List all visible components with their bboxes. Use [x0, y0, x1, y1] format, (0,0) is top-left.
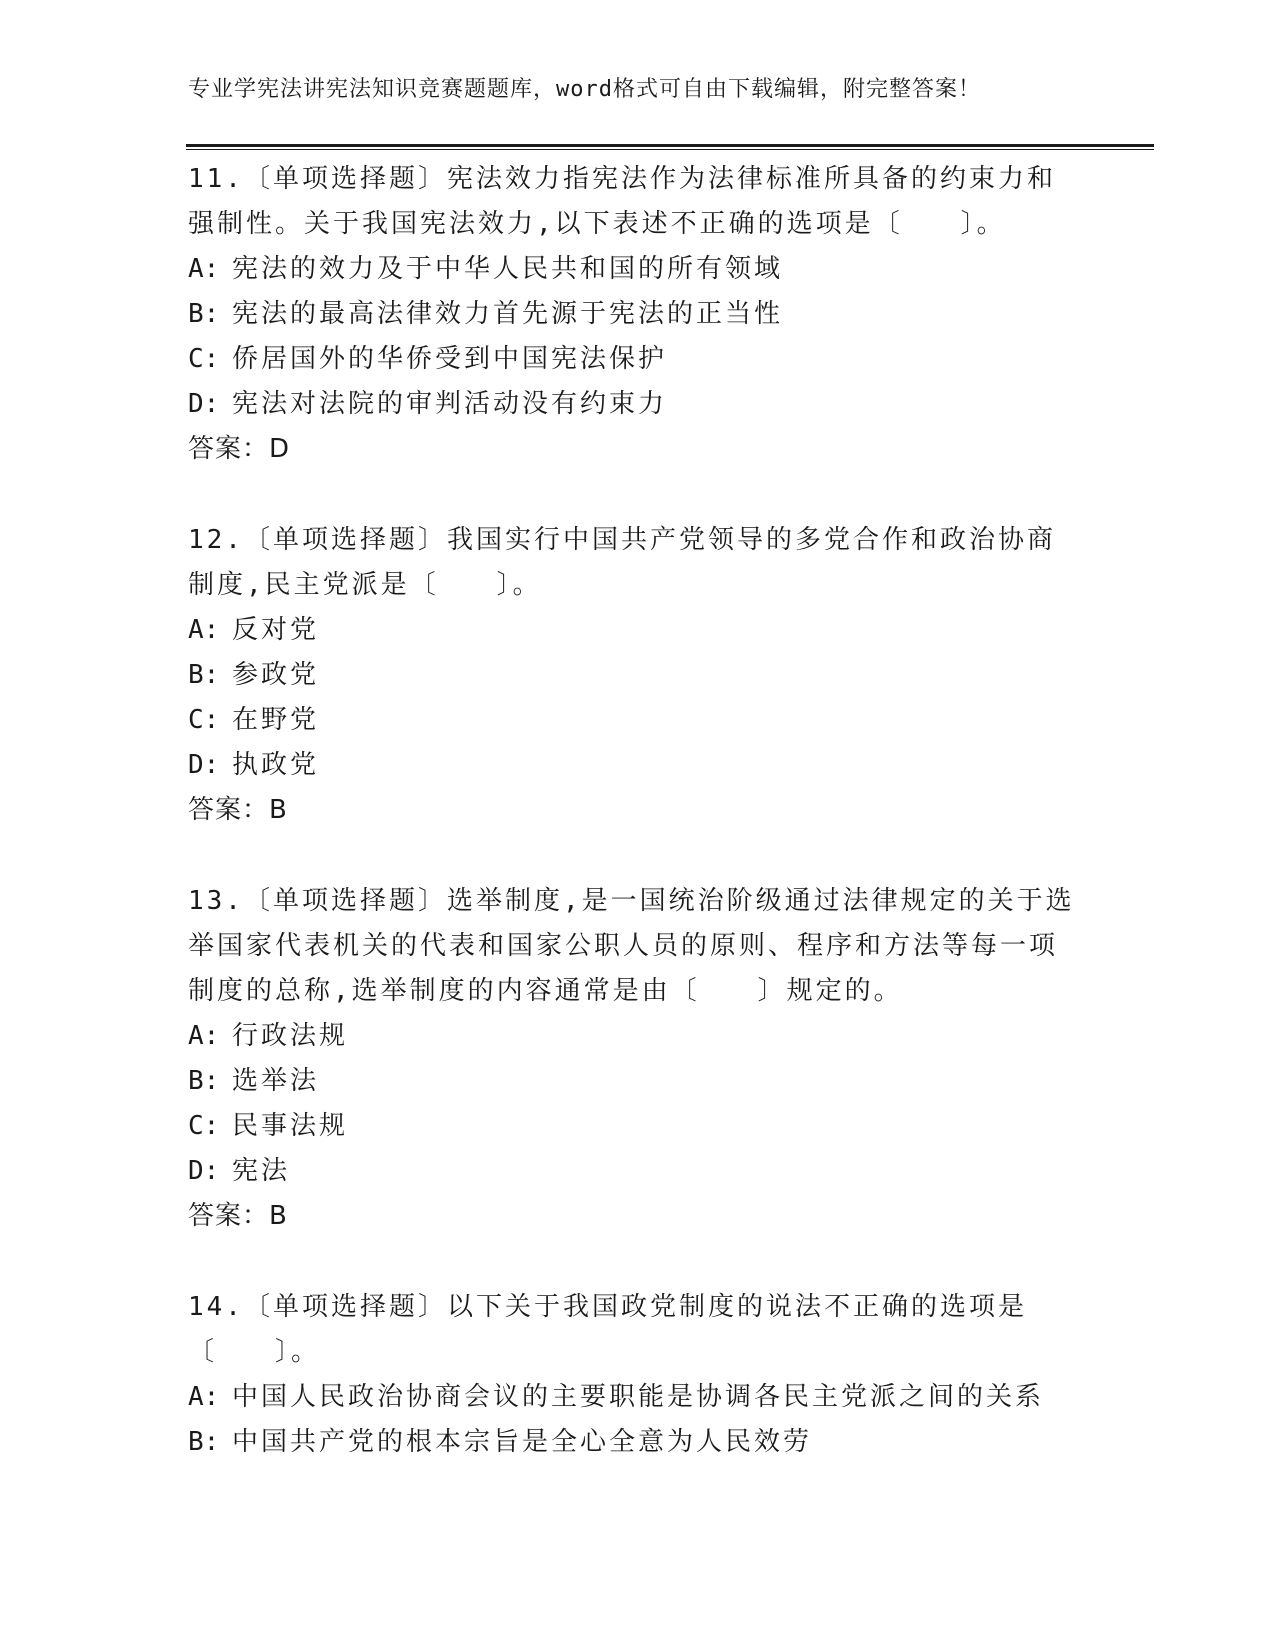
option-a [188, 1014, 1088, 1059]
option-b [188, 1420, 1088, 1465]
option-letter: B: [188, 660, 220, 690]
option-text: 行政法规 [232, 1021, 349, 1051]
option-letter: B: [188, 299, 220, 329]
option-letter: A: [188, 1382, 220, 1412]
page-header: 专业学宪法讲宪法知识竞赛题题库，word格式可自由下载编辑，附完整答案！ [188, 77, 981, 102]
option-text: 宪法的效力及于中华人民共和国的所有领域 [232, 254, 784, 284]
option-letter: C: [188, 705, 220, 735]
option-text: 民事法规 [232, 1111, 349, 1141]
option-c [188, 337, 1088, 382]
answer-line: 答案：D [188, 434, 291, 464]
option-c [188, 1104, 1088, 1149]
question-12 [188, 518, 1088, 833]
question-13 [188, 879, 1088, 1239]
option-a [188, 608, 1088, 653]
option-letter: D: [188, 389, 220, 419]
option-d [188, 1149, 1088, 1194]
option-letter: B: [188, 1427, 220, 1457]
option-text: 反对党 [232, 615, 320, 645]
option-letter: C: [188, 1111, 220, 1141]
option-text: 中国人民政治协商会议的主要职能是协调各民主党派之间的关系 [232, 1382, 1045, 1412]
answer-line: 答案：B [188, 1201, 288, 1231]
option-text: 中国共产党的根本宗旨是全心全意为人民效劳 [232, 1427, 813, 1457]
option-b [188, 292, 1088, 337]
header-divider-thick-line [186, 144, 1154, 147]
option-text: 参政党 [232, 660, 320, 690]
question-text: 12.〔单项选择题〕我国实行中国共产党领导的多党合作和政治协商制度,民主党派是〔 〕。 [188, 525, 1056, 600]
option-text: 执政党 [232, 750, 320, 780]
option-a [188, 1375, 1088, 1420]
option-letter: D: [188, 1156, 220, 1186]
option-text: 侨居国外的华侨受到中国宪法保护 [232, 344, 668, 374]
option-text: 宪法的最高法律效力首先源于宪法的正当性 [232, 299, 784, 329]
option-text: 在野党 [232, 705, 320, 735]
option-text: 宪法 [232, 1156, 291, 1186]
option-b [188, 653, 1088, 698]
option-d [188, 743, 1088, 788]
option-letter: A: [188, 1021, 220, 1051]
answer-line: 答案：B [188, 795, 288, 825]
question-14 [188, 1285, 1088, 1465]
question-11 [188, 157, 1088, 472]
option-letter: D: [188, 750, 220, 780]
question-text: 13.〔单项选择题〕选举制度,是一国统治阶级通过法律规定的关于选举国家代表机关的代表和国家公职人员的原则、程序和方法等每一项制度的总称,选举制度的内容通常是由〔 〕规定的。 [188, 886, 1075, 1006]
option-a [188, 247, 1088, 292]
option-b [188, 1059, 1088, 1104]
option-letter: C: [188, 344, 220, 374]
option-d [188, 382, 1088, 427]
option-letter: B: [188, 1066, 220, 1096]
header-divider-thin-line [186, 149, 1154, 150]
option-letter: A: [188, 254, 220, 284]
option-text: 宪法对法院的审判活动没有约束力 [232, 389, 668, 419]
question-text: 14.〔单项选择题〕以下关于我国政党制度的说法不正确的选项是〔 〕。 [188, 1292, 1027, 1367]
header-divider [186, 144, 1154, 150]
option-text: 选举法 [232, 1066, 320, 1096]
option-letter: A: [188, 615, 220, 645]
question-text: 11.〔单项选择题〕宪法效力指宪法作为法律标准所具备的约束力和强制性。关于我国宪法效力,以下表述不正确的选项是〔 〕。 [188, 164, 1056, 239]
option-c [188, 698, 1088, 743]
question-list [188, 157, 1088, 1511]
